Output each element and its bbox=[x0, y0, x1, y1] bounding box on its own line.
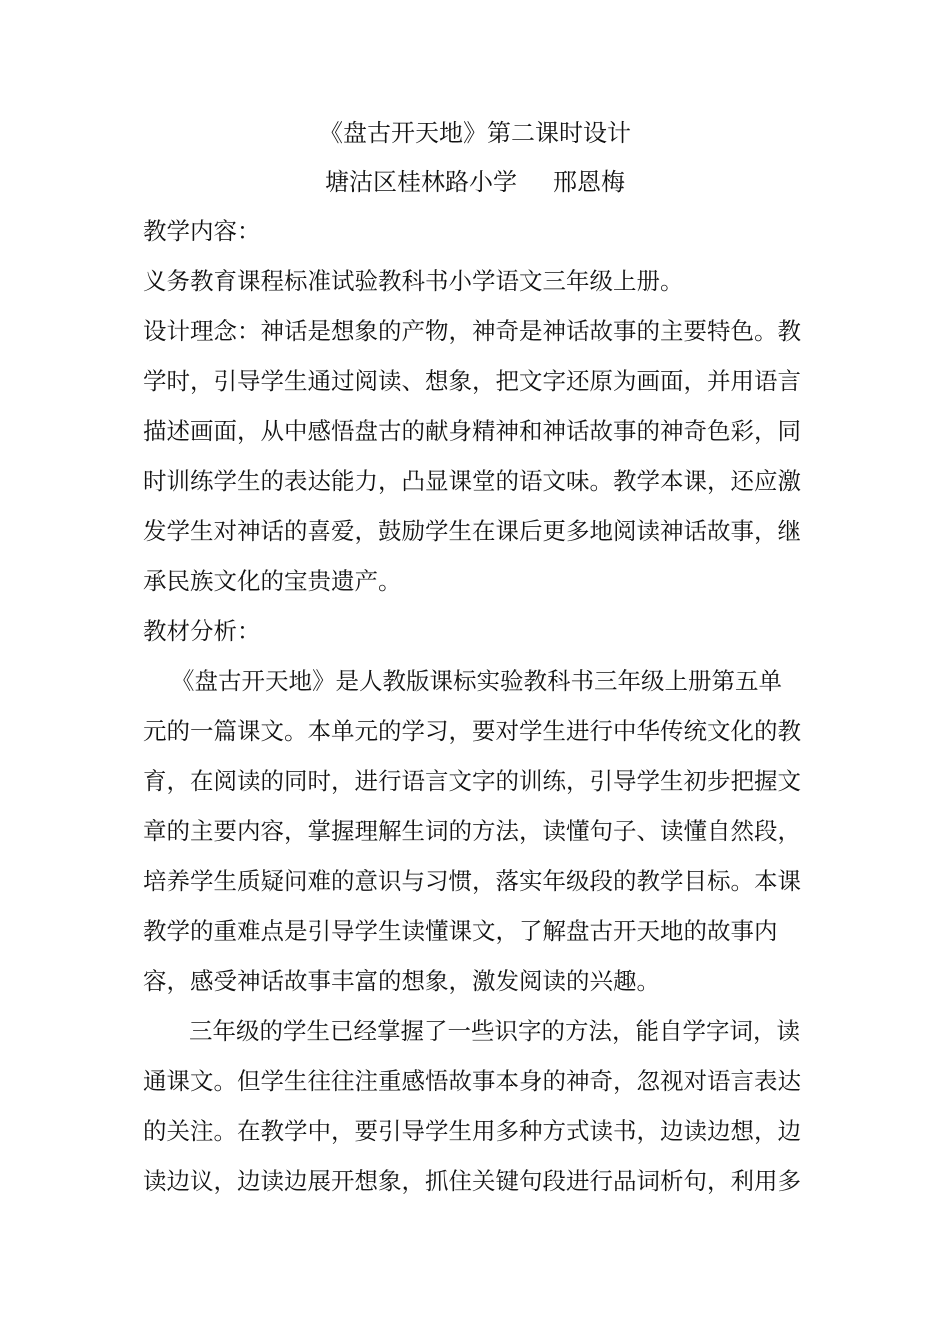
document-title: 《盘古开天地》第二课时设计 bbox=[319, 119, 631, 147]
text-line: 时训练学生的表达能力，凸显课堂的语文味。教学本课，还应激 bbox=[143, 467, 801, 495]
document-byline bbox=[0, 166, 950, 198]
text-line: 通课文。但学生往往注重感悟故事本身的神奇，忽视对语言表达 bbox=[143, 1067, 801, 1095]
section-heading-analysis: 教材分析： bbox=[143, 617, 261, 645]
document-body bbox=[143, 214, 811, 1214]
text-line: 容，感受神话故事丰富的想象，激发阅读的兴趣。 bbox=[143, 967, 660, 995]
text-line: 《盘古开天地》是人教版课标实验教科书三年级上册第五单 bbox=[171, 667, 782, 695]
text-line: 教学的重难点是引导学生读懂课文，了解盘古开天地的故事内 bbox=[143, 917, 778, 945]
text-line: 培养学生质疑问难的意识与习惯，落实年级段的教学目标。本课 bbox=[143, 867, 801, 895]
section-heading-content: 教学内容： bbox=[143, 217, 261, 245]
text-line: 设计理念：神话是想象的产物，神奇是神话故事的主要特色。教 bbox=[143, 317, 801, 345]
text-line: 义务教育课程标准试验教科书小学语文三年级上册。 bbox=[143, 267, 684, 295]
text-line: 读边议，边读边展开想象，抓住关键句段进行品词析句，利用多 bbox=[143, 1167, 801, 1195]
author-name: 邢恩梅 bbox=[553, 168, 625, 196]
text-line: 育，在阅读的同时，进行语言文字的训练，引导学生初步把握文 bbox=[143, 767, 801, 795]
text-line: 承民族文化的宝贵遗产。 bbox=[143, 567, 402, 595]
text-line: 的关注。在教学中，要引导学生用多种方式读书，边读边想，边 bbox=[143, 1117, 801, 1145]
text-line: 章的主要内容，掌握理解生词的方法，读懂句子、读懂自然段， bbox=[143, 817, 801, 845]
text-line: 发学生对神话的喜爱，鼓励学生在课后更多地阅读神话故事，继 bbox=[143, 517, 801, 545]
text-line: 三年级的学生已经掌握了一些识字的方法，能自学字词，读 bbox=[189, 1017, 800, 1045]
text-line: 元的一篇课文。本单元的学习，要对学生进行中华传统文化的教 bbox=[143, 717, 801, 745]
school-name: 塘沽区桂林路小学 bbox=[325, 168, 517, 196]
text-line: 描述画面，从中感悟盘古的献身精神和神话故事的神奇色彩，同 bbox=[143, 417, 801, 445]
text-line: 学时，引导学生通过阅读、想象，把文字还原为画面，并用语言 bbox=[143, 367, 801, 395]
